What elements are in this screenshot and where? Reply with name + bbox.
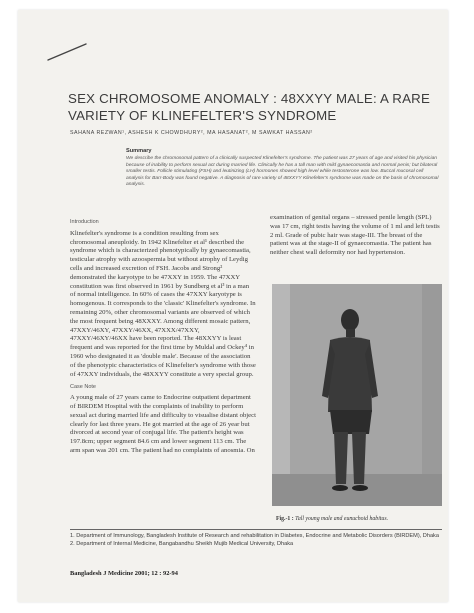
footnote-1: 1. Department of Immunology, Bangladesh Institute of Research and rehabilitation in Diabetes, Endocrine and Metabolic Disorders (BIRDEM), Dhaka (70, 533, 439, 539)
figure-caption-text: Tall young male and eunuchoid habitus. (295, 516, 389, 522)
journal-page (18, 10, 448, 602)
article-title: SEX CHROMOSOME ANOMALY : 48XXYY MALE: A RARE VARIETY OF KLINEFELTER'S SYNDROME (68, 91, 431, 123)
journal-citation: Bangladesh J Medicine 2001; 12 : 92-94 (70, 570, 178, 577)
patient-figure-illustration (272, 284, 442, 506)
pen-mark (46, 40, 90, 62)
summary-text: We describe the chromosomal pattern of a clinically suspected Klinefelter's syndrome. The patient was 27 years of age and visited his physician because of inability to perform sexual act during married life. Clinically he has a tall man with mild gynaecomastia and normal penis; but bilateral smaller testis. Follicle stimulating (FSH) and leutinizing (LH) hormones showed high level while testosterone was low. Buccal mucosal cell analysis for Barr-Body was found negative. A diagnosis of rare variety of 48XXYY Klinefelter's syndrome was made on the basis of chromosomal analysis. (126, 156, 439, 187)
patient-photo (272, 284, 442, 506)
right-column-text: examination of genital organs – stressed penile length (SPL) was 17 cm, right testis having the volume of 1 ml and left testis 2 ml. Grade of pubic hair was stage-III. The breast of the patient was at the stage-II of gynaecomastia. The patient has neither chest wall deformity nor had hypertension. (270, 214, 440, 257)
figure-label: Fig.-1 : (276, 516, 294, 522)
summary-heading: Summary (126, 148, 152, 154)
figure-caption (276, 516, 446, 522)
footnote-divider (70, 529, 442, 530)
author-list: SAHANA REZWAN¹, ASHESH K CHOWDHURY², MA HASANAT², M SAWKAT HASSAN² (70, 130, 313, 136)
case-note-heading: Case Note (70, 384, 96, 391)
case-note-text: A young male of 27 years came to Endocrine outpatient department of BIRDEM Hospital with the complaints of inability to perform sexual act during married life and difficulty to visualise distant object clearly for last three years. He got married at the age of 26 year but divorced at second year of conjugal life. The patient's height was 197.8cm; upper segment 84.6 cm and lower segment 113 cm. The arm span was 201 cm. The patient had no complaints of anosmia. On (70, 394, 256, 454)
introduction-text: Klinefelter's syndrome is a condition resulting from sex chromosomal aneuploidy. In 1942 Klinefelter et al¹ described the syndrome which is characterized phenotypically by gynaecomastia, testicular atrophy with azoospermia but without atrophy of Leydig cells and increased excretion of FSH. Jacobs and Strong² demonstrated the karyotype to be 47XXY in 1959. The 47XXY constitution was first observed in 1961 by Sundberg et al³ in a man of normal intelligence. In 60% of cases the 47XXY karyotype is homogenous. It corresponds to the 'classic' Klinefelter's syndrome. In remaining 20%, other chromosomal variants are observed of which the most frequent being 48XXXY. Among different mosaic pattern, 47XXY/46XY, 47XXY/46XX, 47XXX/47XXY, 47XXY/46XY/46XX have been reported. The 48XXYY is least frequent and was reported for the first time by Muldal and Ockey⁴ in 1960 who designated it as 'double male'. Because of the association of the phenotypic characteristics of Klinefelter's syndrome with those of 47XXY individuals, the 48XXYY constitute a very special group. (70, 229, 256, 378)
footnote-2: 2. Department of Internal Medicine, Bangabandhu Sheikh Mujib Medical University, Dhaka (70, 541, 294, 548)
introduction-heading: Introduction (70, 219, 99, 225)
left-column (70, 218, 256, 458)
footnotes (70, 533, 442, 549)
